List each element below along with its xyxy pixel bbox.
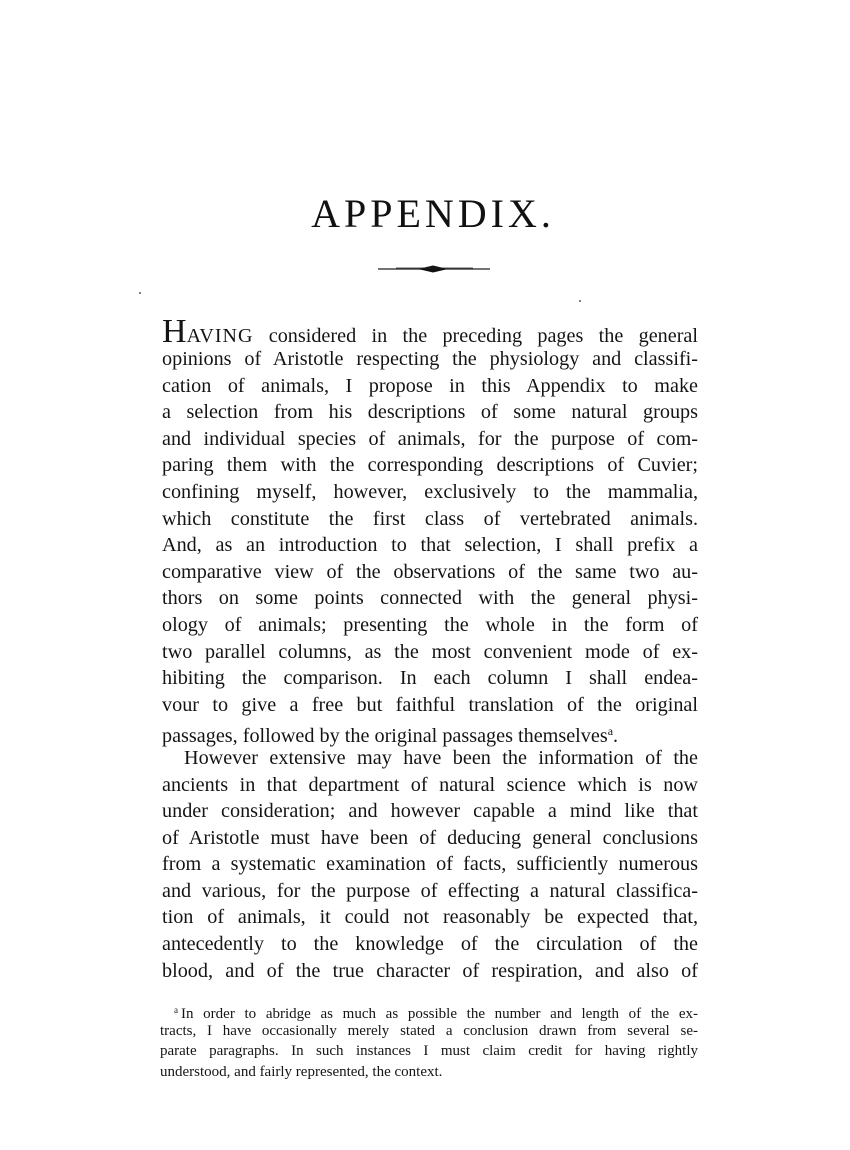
- text-line: cation of animals, I propose in this Appendix to make: [162, 374, 698, 397]
- text-line: antecedently to the knowledge of the circulation of the: [162, 933, 698, 956]
- text-line: [162, 312, 698, 350]
- text-line: However extensive may have been the information of the: [184, 746, 698, 769]
- text-line: comparative view of the observations of the same two au-: [162, 560, 698, 583]
- small-caps-word: AVING: [186, 325, 254, 347]
- footnote-line: [160, 1000, 698, 1021]
- text-line: ancients in that department of natural science which is now: [162, 773, 698, 796]
- text-line: a selection from his descriptions of some natural groups: [162, 401, 698, 424]
- text-line: two parallel columns, as the most convenient mode of ex-: [162, 640, 698, 663]
- text-line: paring them with the corresponding descriptions of Cuvier;: [162, 454, 698, 477]
- text-line: under consideration; and however capable a mind like that: [162, 800, 698, 823]
- footnote-line: parate paragraphs. In such instances I must claim credit for having rightly: [160, 1043, 698, 1059]
- sentence-end: .: [613, 725, 619, 748]
- main-text: [162, 312, 698, 984]
- text-line: tion of animals, it could not reasonably be expected that,: [162, 906, 698, 929]
- text-line: And, as an introduction to that selection, I shall prefix a: [162, 534, 698, 557]
- page-speck: [139, 292, 141, 294]
- text-line: and various, for the purpose of effecting a natural classifica-: [162, 879, 698, 902]
- text-line: which constitute the first class of vertebrated animals.: [162, 507, 698, 530]
- footnote-mark: a: [174, 1005, 178, 1015]
- text-line: vour to give a free but faithful translation of the original: [162, 693, 698, 716]
- line-text: In order to abridge as much as possible the number and length of the ex-: [181, 1006, 698, 1022]
- text-line: ology of animals; presenting the whole in the form of: [162, 613, 698, 636]
- drop-cap: H: [162, 313, 187, 350]
- footnote: [160, 1000, 698, 1082]
- line-text: considered in the preceding pages the general: [253, 325, 698, 347]
- page-title: APPENDIX.: [311, 191, 555, 236]
- text-line: thors on some points connected with the general physi-: [162, 587, 698, 610]
- text-line: confining myself, however, exclusively to the mammalia,: [162, 480, 698, 503]
- footnote-line: understood, and fairly represented, the context.: [160, 1063, 443, 1080]
- page-speck: [579, 300, 581, 302]
- text-line: blood, and of the true character of respiration, and also of: [162, 959, 698, 982]
- footnote-line: tracts, I have occasionally merely stated a conclusion drawn from several se-: [160, 1022, 698, 1039]
- line-text: passages, followed by the original passages themselves: [162, 725, 608, 748]
- footnote-reference[interactable]: a: [607, 724, 614, 739]
- text-line: [162, 718, 698, 748]
- text-line: and individual species of animals, for the purpose of com-: [162, 427, 698, 450]
- text-line: of Aristotle must have been of deducing general conclusions: [162, 826, 698, 849]
- text-line: hibiting the comparison. In each column I shall endea-: [162, 667, 698, 690]
- text-line: from a systematic examination of facts, sufficiently numerous: [162, 853, 698, 876]
- ornament-divider-icon: [378, 262, 490, 276]
- text-line: opinions of Aristotle respecting the physiology and classifi-: [162, 348, 698, 370]
